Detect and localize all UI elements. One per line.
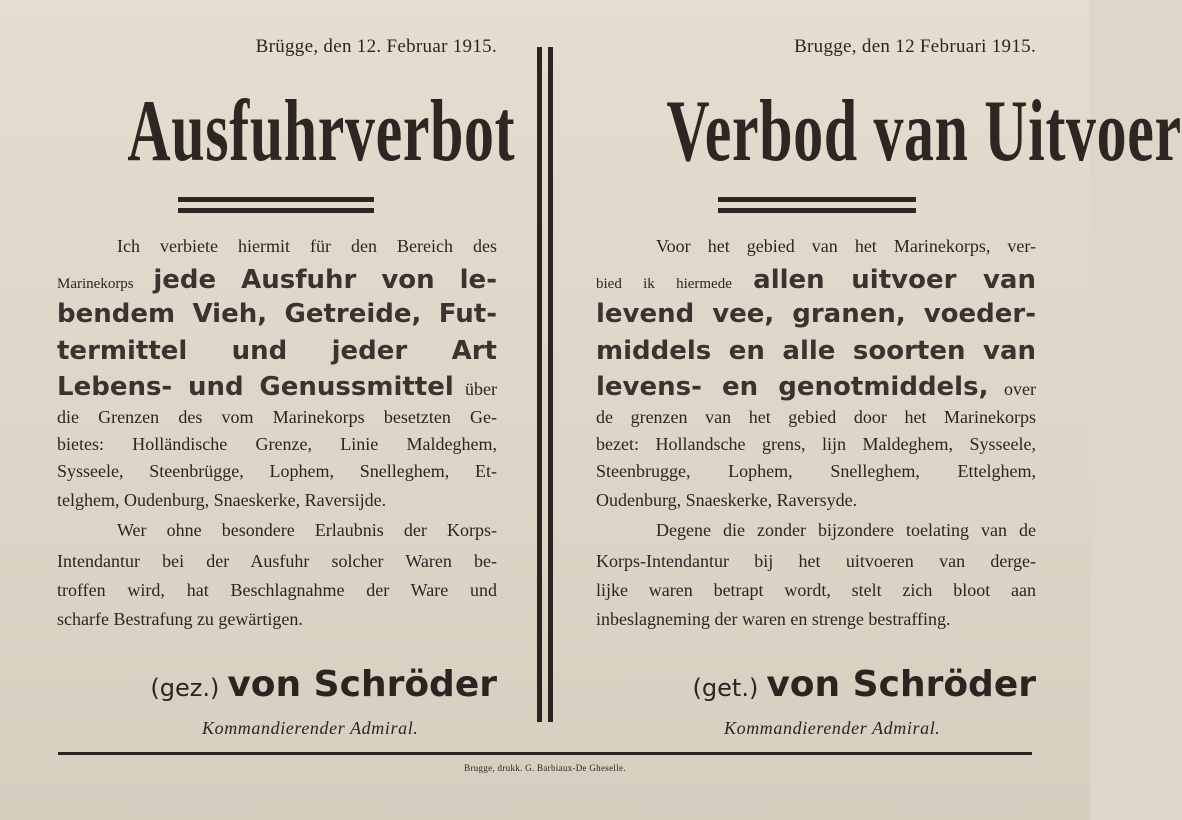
footer-rule [58, 752, 1032, 755]
headline-german: Ausfuhrverbot [127, 83, 516, 180]
headline-rule-german [178, 197, 374, 213]
body-line [57, 336, 497, 366]
body-line [57, 299, 497, 329]
body-line [57, 551, 497, 572]
headline-dutch: Verbod van Uitvoer [666, 83, 1182, 180]
body-text: bezet: Hollandsche grens, lijn Maldeghem, Sysseele, [596, 434, 1036, 454]
body-line [596, 265, 1036, 295]
signature-dutch [693, 664, 1036, 705]
body-text: troffen wird, hat Beschlagnahme der Ware und [57, 580, 497, 600]
body-line [596, 609, 1036, 630]
signatory-title-dutch: Kommandierender Admiral. [724, 718, 941, 738]
emphasized-text: termittel und jeder Art [57, 336, 497, 366]
headline-rule-dutch [718, 197, 916, 213]
body-line [596, 236, 1036, 257]
body-line [596, 434, 1036, 455]
body-line [596, 372, 1036, 402]
body-line [57, 265, 497, 295]
body-text: Wer ohne besondere Erlaubnis der Korps- [117, 520, 497, 540]
emphasized-text: allen uitvoer van [753, 265, 1036, 295]
emphasized-text: middels en alle soorten van [596, 336, 1036, 366]
body-text: über [453, 379, 497, 399]
signature-german [150, 664, 497, 705]
body-text: Marinekorps [57, 276, 154, 292]
signature-prefix: (gez.) [150, 674, 220, 702]
body-line [57, 434, 497, 455]
body-line [57, 580, 497, 601]
body-text: de grenzen van het gebied door het Marinekorps [596, 407, 1036, 427]
body-line [596, 551, 1036, 572]
body-line [596, 299, 1036, 329]
body-line [596, 407, 1036, 428]
body-text: Sysseele, Steenbrügge, Lophem, Snelleghem, Et- [57, 461, 497, 481]
body-line [57, 609, 497, 630]
body-line [57, 236, 497, 257]
body-line [57, 461, 497, 482]
body-text: telghem, Oudenburg, Snaeskerke, Raversijde. [57, 490, 387, 510]
signature-name: von Schröder [227, 664, 497, 705]
body-line [57, 407, 497, 428]
body-line [57, 490, 497, 511]
body-text: bietes: Holländische Grenze, Linie Maldeghem, [57, 434, 497, 454]
body-text: bied ik hiermede [596, 276, 754, 292]
body-text: Ich verbiete hiermit für den Bereich des [117, 236, 497, 256]
printer-imprint: Brugge, drukk. G. Barbiaux-De Gheselle. [464, 763, 626, 773]
body-text: Oudenburg, Snaeskerke, Raversyde. [596, 490, 858, 510]
body-line [596, 461, 1036, 482]
emphasized-text: levens- en genotmiddels, [596, 372, 989, 402]
body-text: Steenbrugge, Lophem, Snelleghem, Ettelghem, [596, 461, 1036, 481]
body-text: inbeslagneming der waren en strenge bestraffing. [596, 609, 951, 629]
dateline-german: Brügge, den 12. Februar 1915. [255, 36, 497, 57]
body-text: scharfe Bestrafung zu gewärtigen. [57, 609, 303, 629]
body-text: Korps-Intendantur bij het uitvoeren van derge- [596, 551, 1036, 571]
body-text: Voor het gebied van het Marinekorps, ver- [656, 236, 1036, 256]
body-text: over [988, 379, 1036, 399]
signatory-title-german: Kommandierender Admiral. [202, 718, 419, 738]
emphasized-text: bendem Vieh, Getreide, Fut- [57, 299, 497, 329]
signature-name: von Schröder [766, 664, 1036, 705]
emphasized-text: Lebens- und Genussmittel [57, 372, 454, 402]
body-line [596, 520, 1036, 541]
body-text: Intendantur bei der Ausfuhr solcher Waren be- [57, 551, 497, 571]
dateline-dutch: Brugge, den 12 Februari 1915. [794, 36, 1036, 57]
body-text: Degene die zonder bijzondere toelating van de [656, 520, 1036, 540]
emphasized-text: jede Ausfuhr von le- [153, 265, 497, 295]
body-line [596, 580, 1036, 601]
emphasized-text: levend vee, granen, voeder- [596, 299, 1036, 329]
body-text: die Grenzen des vom Marinekorps besetzten Ge- [57, 407, 497, 427]
body-line [57, 372, 497, 402]
body-line [57, 520, 497, 541]
body-line [596, 336, 1036, 366]
body-line [596, 490, 1036, 511]
column-divider [537, 47, 553, 722]
body-text: lijke waren betrapt wordt, stelt zich bloot aan [596, 580, 1036, 600]
signature-prefix: (get.) [692, 674, 759, 702]
